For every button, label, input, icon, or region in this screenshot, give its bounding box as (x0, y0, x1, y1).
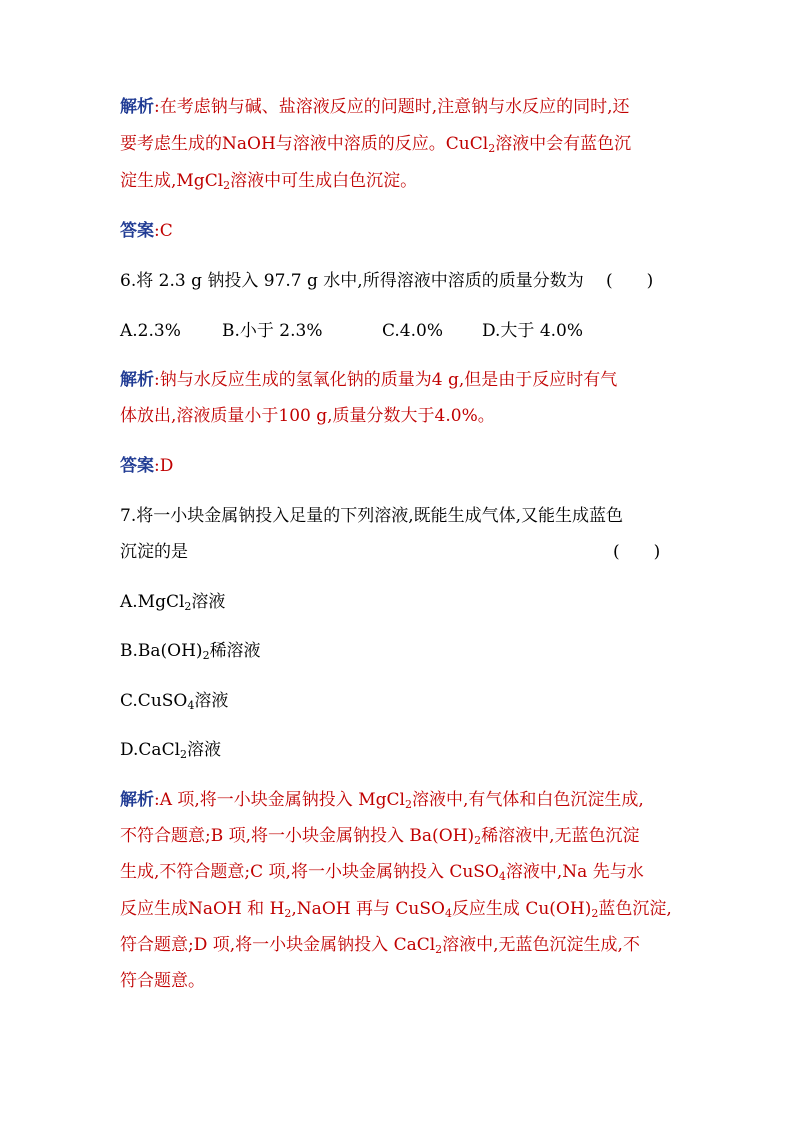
q7-option-d: D.CaCl$_2$溶液 (120, 740, 222, 761)
q7-analysis-line-5: 符合题意;D 项,将一小块金属钠投入 CaCl$_2$溶液中,无蓝色沉淀生成,不 (120, 935, 640, 956)
analysis-line-1: 解析:在考虑钠与碱、盐溶液反应的问题时,注意钠与水反应的同时,还 (120, 97, 630, 117)
q6-option-b: B.小于 2.3% (222, 321, 323, 341)
question-6-answer-blank: ( ) (606, 271, 654, 291)
q6-analysis-line-2: 体放出,溶液质量小于100 g,质量分数大于4.0%。 (120, 406, 495, 426)
q7-analysis-line-6: 符合题意。 (120, 971, 205, 991)
question-7-answer-blank: ( ) (613, 542, 661, 562)
q6-option-c: C.4.0% (382, 321, 443, 341)
q7-option-b: $B.Ba(OH)_2$稀溶液 (120, 641, 261, 662)
answer-label: 答案 (120, 221, 154, 241)
question-7-stem-line-1: 7.将一小块金属钠投入足量的下列溶液,既能生成气体,又能生成蓝色 (120, 506, 624, 526)
analysis-line-2: 要考虑生成的NaOH与溶液中溶质的反应。CuCl$_2$溶液中会有蓝色沉 (120, 134, 632, 155)
q7-analysis-line-3: 生成,不符合题意;C 项,将一小块金属钠投入 CuSO$_4$溶液中,Na 先与水 (120, 862, 644, 883)
analysis-line-3: 淀生成,MgCl$_2$溶液中可生成白色沉淀。 (120, 171, 418, 192)
question-6-stem: 6.将 2.3 g 钠投入 97.7 g 水中,所得溶液中溶质的质量分数为 (120, 271, 584, 291)
answer-line: 答案:C (120, 221, 173, 241)
analysis-label: 解析 (120, 790, 154, 810)
q7-analysis-line-1: 解析:A 项,将一小块金属钠投入 MgCl$_2$溶液中,有气体和白色沉淀生成, (120, 790, 644, 811)
question-7-stem-line-2: 沉淀的是 (120, 542, 188, 562)
q7-option-c: C.CuSO$_4$溶液 (120, 691, 229, 712)
q6-option-d: D.大于 4.0% (482, 321, 584, 341)
q6-answer-line: 答案:D (120, 456, 174, 476)
answer-label: 答案 (120, 456, 154, 476)
q7-analysis-line-4: 反应生成NaOH 和 $H_2,NaOH$ 再与 CuSO$_4$反应生成 $Cu(OH)_2$蓝色沉淀, (120, 899, 672, 920)
analysis-label: 解析 (120, 370, 154, 390)
q7-option-a: A.MgCl$_2$溶液 (120, 592, 226, 613)
q6-option-a: A.2.3% (120, 321, 181, 341)
q7-analysis-line-2: 不符合题意;B 项,将一小块金属钠投入 $Ba(OH)_2$稀溶液中,无蓝色沉淀 (120, 826, 640, 847)
q6-analysis-line-1: 解析:钠与水反应生成的氢氧化钠的质量为4 g,但是由于反应时有气 (120, 370, 618, 390)
analysis-label: 解析 (120, 97, 154, 117)
